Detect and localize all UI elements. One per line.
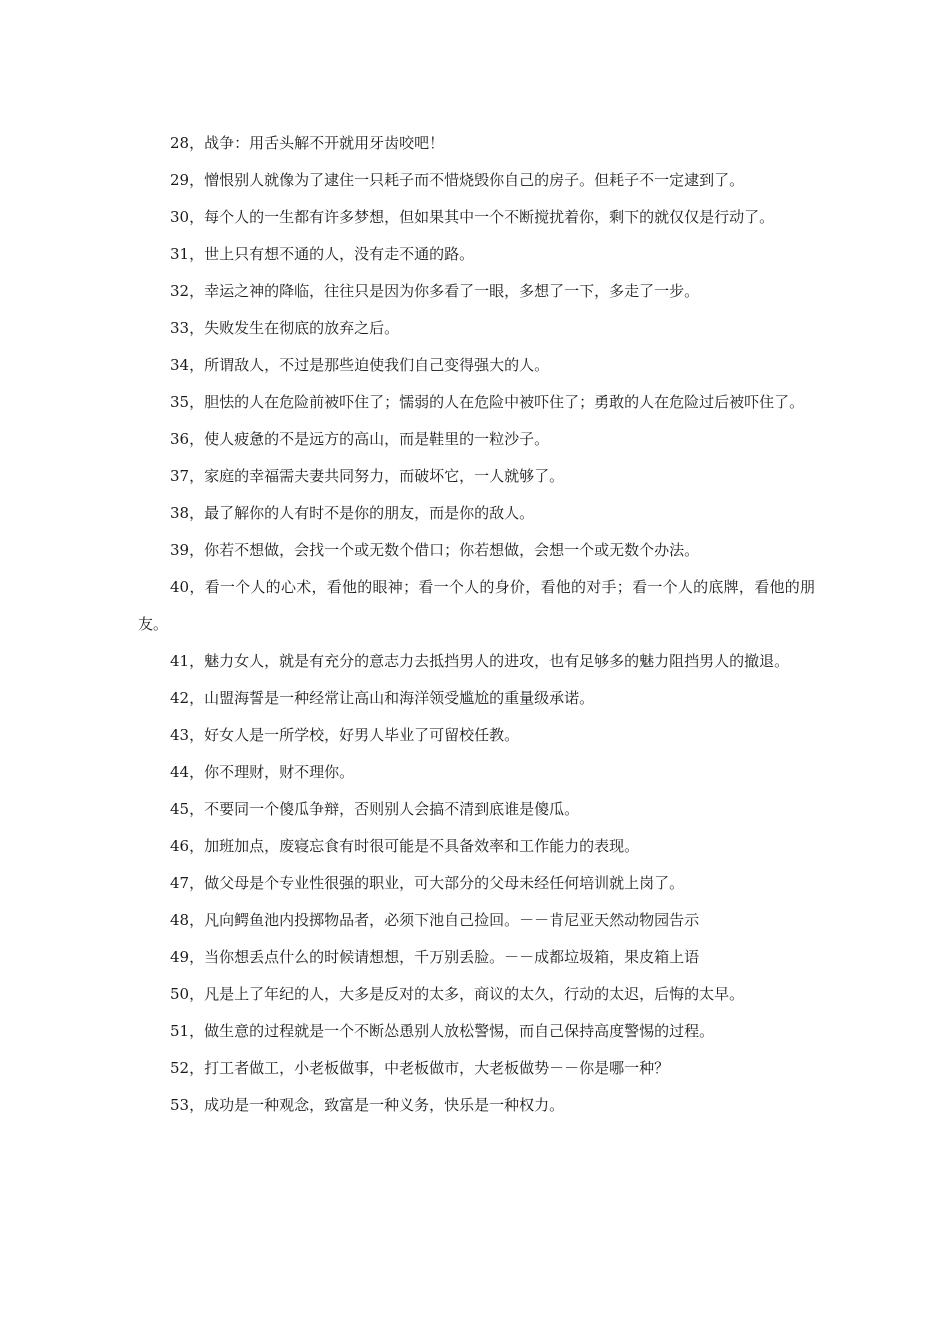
- quote-53: 53，成功是一种观念，致富是一种义务，快乐是一种权力。: [170, 1096, 565, 1114]
- quote-44: 44，你不理财，财不理你。: [170, 763, 355, 781]
- quote-43: 43，好女人是一所学校，好男人毕业了可留校任教。: [170, 726, 520, 744]
- quote-38: 38，最了解你的人有时不是你的朋友，而是你的敌人。: [170, 504, 535, 522]
- quote-51: 51，做生意的过程就是一个不断怂恿别人放松警惕，而自己保持高度警惕的过程。: [170, 1022, 715, 1040]
- quote-48: 48，凡向鳄鱼池内投掷物品者，必须下池自己捡回。－－肯尼亚天然动物园告示: [170, 911, 700, 929]
- quote-41: 41，魅力女人，就是有充分的意志力去抵挡男人的进攻，也有足够多的魅力阻挡男人的撤退。: [170, 652, 790, 670]
- quote-35: 35，胆怯的人在危险前被吓住了；懦弱的人在危险中被吓住了；勇敢的人在危险过后被吓住了。: [170, 393, 805, 411]
- quote-50: 50，凡是上了年纪的人，大多是反对的太多，商议的太久，行动的太迟，后悔的太早。: [170, 985, 745, 1003]
- quote-40: 40，看一个人的心术，看他的眼神；看一个人的身价，看他的对手；看一个人的底牌，看他的朋友。: [138, 578, 815, 633]
- quote-33: 33，失败发生在彻底的放弃之后。: [170, 319, 400, 337]
- quote-49: 49，当你想丢点什么的时候请想想，千万别丢脸。－－成都垃圾箱，果皮箱上语: [170, 948, 700, 966]
- quote-46: 46，加班加点，废寝忘食有时很可能是不具备效率和工作能力的表现。: [170, 837, 640, 855]
- quote-30: 30，每个人的一生都有许多梦想，但如果其中一个不断搅扰着你，剩下的就仅仅是行动了。: [170, 208, 775, 226]
- quote-47: 47，做父母是个专业性很强的职业，可大部分的父母未经任何培训就上岗了。: [170, 874, 685, 892]
- quote-37: 37，家庭的幸福需夫妻共同努力，而破坏它，一人就够了。: [170, 467, 565, 485]
- document-body: [138, 125, 815, 1124]
- quote-32: 32，幸运之神的降临，往往只是因为你多看了一眼，多想了一下，多走了一步。: [170, 282, 700, 300]
- quote-45: 45，不要同一个傻瓜争辩，否则别人会搞不清到底谁是傻瓜。: [170, 800, 580, 818]
- quote-42: 42，山盟海誓是一种经常让高山和海洋领受尴尬的重量级承诺。: [170, 689, 595, 707]
- quote-52: 52，打工者做工，小老板做事，中老板做市，大老板做势－－你是哪一种？: [170, 1059, 670, 1077]
- quote-39: 39，你若不想做，会找一个或无数个借口；你若想做，会想一个或无数个办法。: [170, 541, 700, 559]
- quote-29: 29，憎恨别人就像为了逮住一只耗子而不惜烧毁你自己的房子。但耗子不一定逮到了。: [170, 171, 745, 189]
- quote-36: 36，使人疲惫的不是远方的高山，而是鞋里的一粒沙子。: [170, 430, 550, 448]
- quote-34: 34，所谓敌人，不过是那些迫使我们自己变得强大的人。: [170, 356, 550, 374]
- quote-28: 28，战争：用舌头解不开就用牙齿咬吧！: [170, 134, 445, 152]
- quote-31: 31，世上只有想不通的人，没有走不通的路。: [170, 245, 475, 263]
